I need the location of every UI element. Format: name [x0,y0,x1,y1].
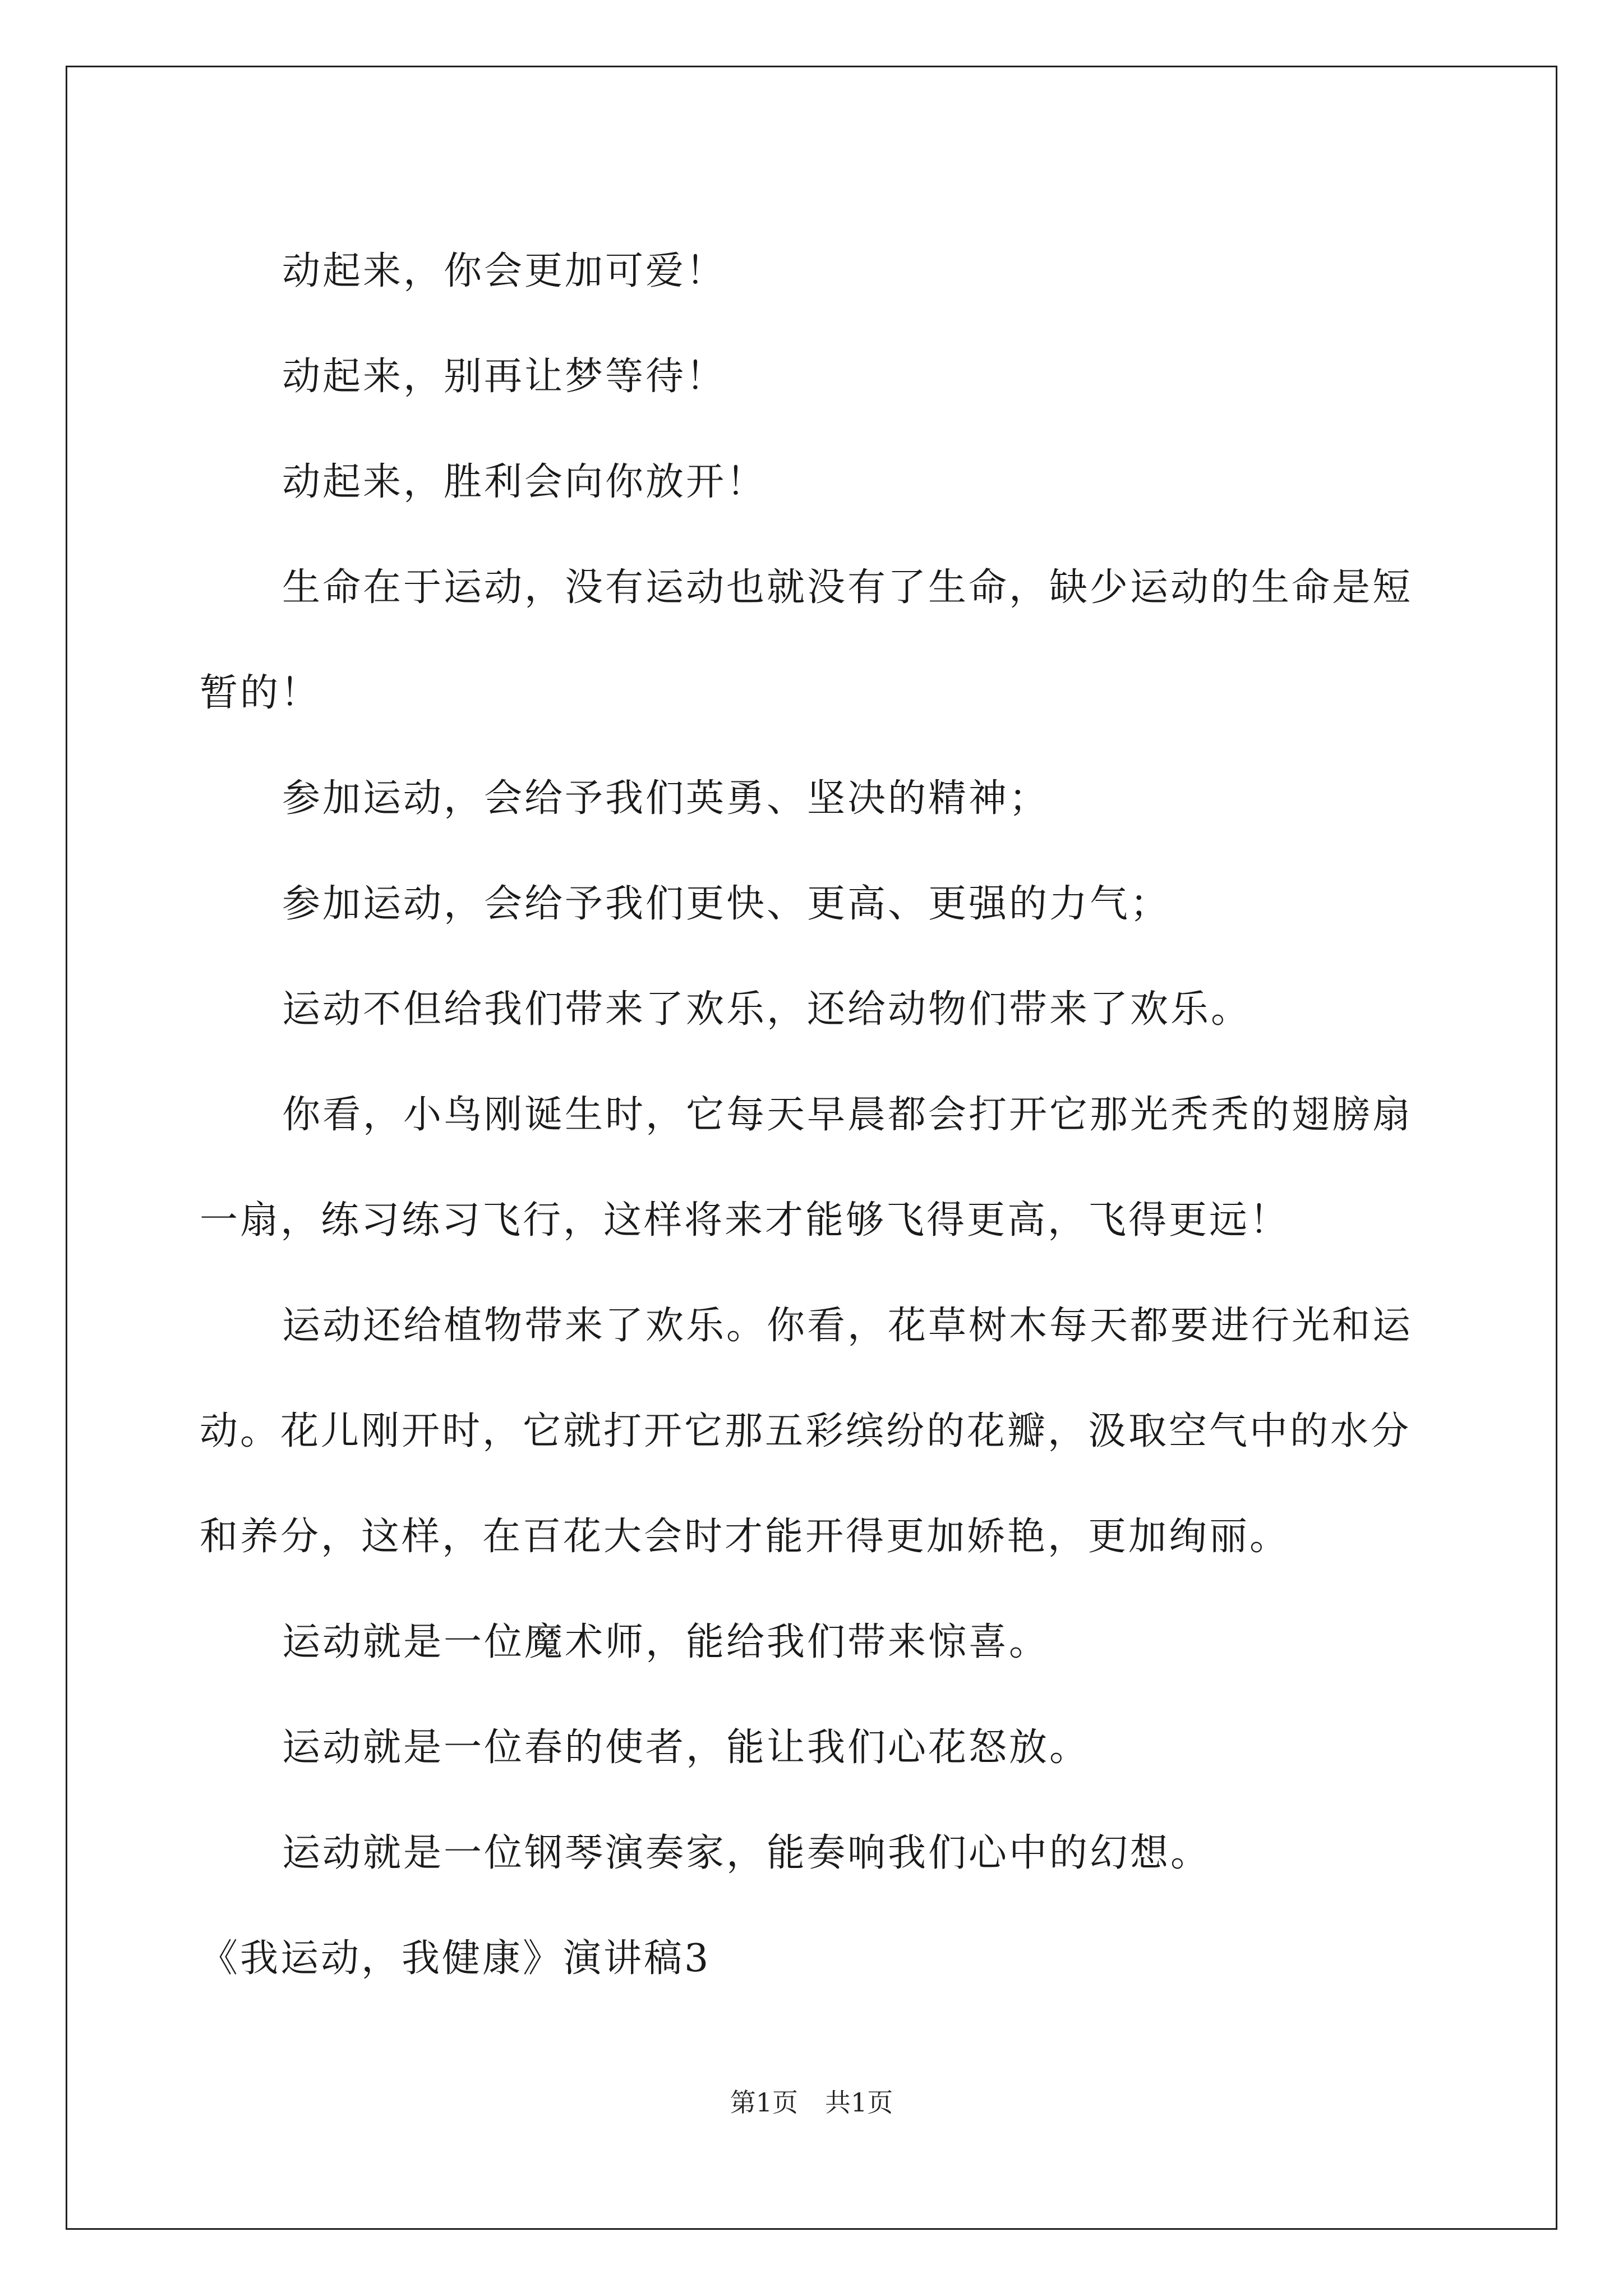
paragraph: 动起来，胜利会向你放开！ [282,460,767,504]
page-total: 共1页 [825,2087,893,2118]
page-number: 第1页 [730,2087,798,2118]
paragraph: 参加运动，会给予我们更快、更高、更强的力气； [282,882,1171,926]
page-footer [0,2086,1623,2119]
paragraph: 你看，小鸟刚诞生时，它每天早晨都会打开它那光秃秃的翅膀扇一扇，练习练习飞行，这样将来才能够飞得更高，飞得更远！ [200,1093,1413,1243]
paragraph: 动起来，别再让梦等待！ [282,355,727,399]
document-body [200,219,1438,2012]
paragraph: 运动就是一位魔术师，能给我们带来惊喜。 [282,1620,1050,1664]
paragraph: 运动就是一位春的使者，能让我们心花怒放。 [282,1726,1090,1770]
paragraph: 运动还给植物带来了欢乐。你看，花草树木每天都要进行光和运动。花儿刚开时，它就打开它那五彩缤纷的花瓣，汲取空气中的水分和养分，这样，在百花大会时才能开得更加娇艳，更加绚丽。 [200,1304,1413,1559]
section-title: 《我运动，我健康》演讲稿3 [200,1936,711,1981]
paragraph: 参加运动，会给予我们英勇、坚决的精神； [282,776,1050,821]
paragraph: 运动不但给我们带来了欢乐，还给动物们带来了欢乐。 [282,987,1252,1032]
paragraph: 生命在于运动，没有运动也就没有了生命，缺少运动的生命是短暂的！ [200,565,1413,715]
paragraph: 动起来，你会更加可爱！ [282,249,727,293]
paragraph: 运动就是一位钢琴演奏家，能奏响我们心中的幻想。 [282,1831,1211,1875]
